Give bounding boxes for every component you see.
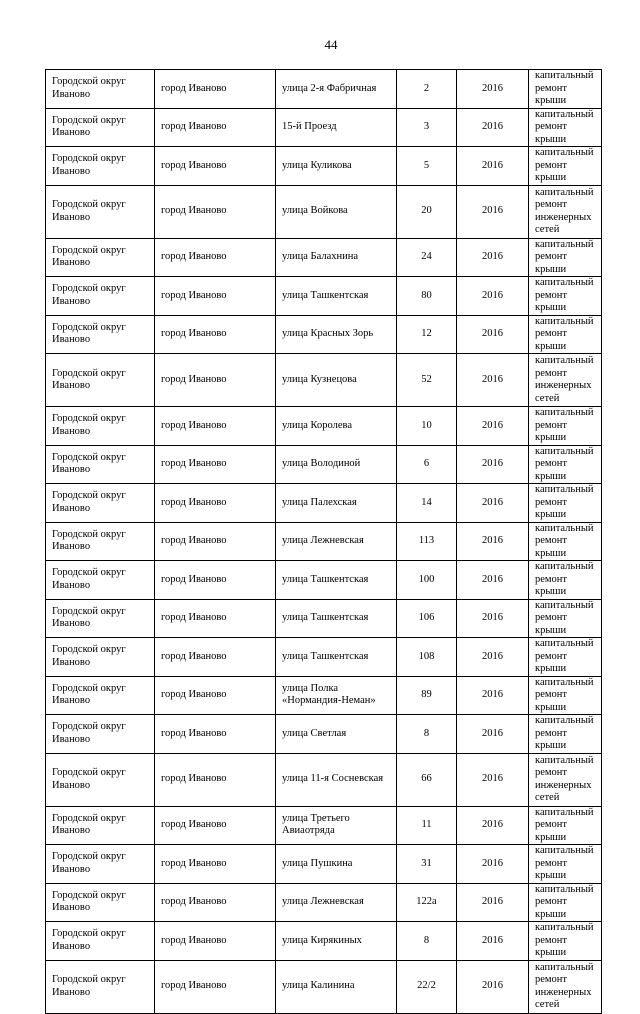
table-row xyxy=(46,238,602,277)
district-cell: Городской округ Иваново xyxy=(46,599,155,638)
district-cell: Городской округ Иваново xyxy=(46,715,155,754)
district-cell: Городской округ Иваново xyxy=(46,185,155,238)
work-type-cell: капитальный ремонт крыши xyxy=(529,70,602,109)
year-cell: 2016 xyxy=(457,676,529,715)
year-cell: 2016 xyxy=(457,238,529,277)
house-number-cell: 22/2 xyxy=(397,960,457,1013)
year-cell: 2016 xyxy=(457,522,529,561)
street-cell: улица 2-я Фабричная xyxy=(276,70,397,109)
year-cell: 2016 xyxy=(457,147,529,186)
house-number-cell: 31 xyxy=(397,845,457,884)
work-type-cell: капитальный ремонт крыши xyxy=(529,599,602,638)
district-cell: Городской округ Иваново xyxy=(46,753,155,806)
district-cell: Городской округ Иваново xyxy=(46,354,155,407)
city-cell: город Иваново xyxy=(155,883,276,922)
work-type-cell: капитальный ремонт крыши xyxy=(529,238,602,277)
year-cell: 2016 xyxy=(457,561,529,600)
house-number-cell: 10 xyxy=(397,407,457,446)
street-cell: улица Балахнина xyxy=(276,238,397,277)
work-type-cell: капитальный ремонт крыши xyxy=(529,561,602,600)
work-type-cell: капитальный ремонт инженерных сетей xyxy=(529,960,602,1013)
work-type-cell: капитальный ремонт крыши xyxy=(529,484,602,523)
table-row xyxy=(46,484,602,523)
work-type-cell: капитальный ремонт крыши xyxy=(529,715,602,754)
city-cell: город Иваново xyxy=(155,599,276,638)
street-cell: улица Красных Зорь xyxy=(276,315,397,354)
street-cell: улица Палехская xyxy=(276,484,397,523)
district-cell: Городской округ Иваново xyxy=(46,806,155,845)
year-cell: 2016 xyxy=(457,883,529,922)
table-row xyxy=(46,407,602,446)
street-cell: улица Ташкентская xyxy=(276,277,397,316)
house-number-cell: 113 xyxy=(397,522,457,561)
district-cell: Городской округ Иваново xyxy=(46,407,155,446)
year-cell: 2016 xyxy=(457,407,529,446)
street-cell: улица Ташкентская xyxy=(276,561,397,600)
district-cell: Городской округ Иваново xyxy=(46,445,155,484)
street-cell: улица Куликова xyxy=(276,147,397,186)
work-type-cell: капитальный ремонт крыши xyxy=(529,108,602,147)
table-row xyxy=(46,108,602,147)
table-row xyxy=(46,522,602,561)
house-number-cell: 122а xyxy=(397,883,457,922)
work-type-cell: капитальный ремонт крыши xyxy=(529,638,602,677)
city-cell: город Иваново xyxy=(155,238,276,277)
district-cell: Городской округ Иваново xyxy=(46,484,155,523)
house-number-cell: 100 xyxy=(397,561,457,600)
table-row xyxy=(46,638,602,677)
city-cell: город Иваново xyxy=(155,715,276,754)
table-row xyxy=(46,845,602,884)
house-number-cell: 2 xyxy=(397,70,457,109)
house-number-cell: 5 xyxy=(397,147,457,186)
work-type-cell: капитальный ремонт крыши xyxy=(529,845,602,884)
district-cell: Городской округ Иваново xyxy=(46,315,155,354)
street-cell: улица Королева xyxy=(276,407,397,446)
year-cell: 2016 xyxy=(457,845,529,884)
year-cell: 2016 xyxy=(457,70,529,109)
house-number-cell: 24 xyxy=(397,238,457,277)
house-number-cell: 6 xyxy=(397,445,457,484)
street-cell: улица 11-я Сосневская xyxy=(276,753,397,806)
year-cell: 2016 xyxy=(457,484,529,523)
work-type-cell: капитальный ремонт крыши xyxy=(529,922,602,961)
district-cell: Городской округ Иваново xyxy=(46,147,155,186)
district-cell: Городской округ Иваново xyxy=(46,561,155,600)
city-cell: город Иваново xyxy=(155,277,276,316)
street-cell: улица Лежневская xyxy=(276,522,397,561)
year-cell: 2016 xyxy=(457,277,529,316)
street-cell: улица Третьего Авиаотряда xyxy=(276,806,397,845)
district-cell: Городской округ Иваново xyxy=(46,70,155,109)
city-cell: город Иваново xyxy=(155,922,276,961)
city-cell: город Иваново xyxy=(155,70,276,109)
year-cell: 2016 xyxy=(457,922,529,961)
work-type-cell: капитальный ремонт крыши xyxy=(529,445,602,484)
city-cell: город Иваново xyxy=(155,845,276,884)
table-row xyxy=(46,960,602,1013)
district-cell: Городской округ Иваново xyxy=(46,922,155,961)
table-row xyxy=(46,676,602,715)
house-number-cell: 8 xyxy=(397,715,457,754)
house-number-cell: 14 xyxy=(397,484,457,523)
city-cell: город Иваново xyxy=(155,806,276,845)
city-cell: город Иваново xyxy=(155,185,276,238)
street-cell: улица Володиной xyxy=(276,445,397,484)
street-cell: улица Войкова xyxy=(276,185,397,238)
city-cell: город Иваново xyxy=(155,407,276,446)
district-cell: Городской округ Иваново xyxy=(46,108,155,147)
street-cell: улица Кузнецова xyxy=(276,354,397,407)
work-type-cell: капитальный ремонт инженерных сетей xyxy=(529,354,602,407)
city-cell: город Иваново xyxy=(155,960,276,1013)
year-cell: 2016 xyxy=(457,185,529,238)
table-row xyxy=(46,70,602,109)
district-cell: Городской округ Иваново xyxy=(46,845,155,884)
city-cell: город Иваново xyxy=(155,315,276,354)
work-type-cell: капитальный ремонт крыши xyxy=(529,407,602,446)
city-cell: город Иваново xyxy=(155,484,276,523)
street-cell: улица Светлая xyxy=(276,715,397,754)
table-row xyxy=(46,147,602,186)
city-cell: город Иваново xyxy=(155,522,276,561)
house-number-cell: 3 xyxy=(397,108,457,147)
table-row xyxy=(46,445,602,484)
work-type-cell: капитальный ремонт крыши xyxy=(529,522,602,561)
work-type-cell: капитальный ремонт крыши xyxy=(529,676,602,715)
work-type-cell: капитальный ремонт крыши xyxy=(529,883,602,922)
table-row xyxy=(46,806,602,845)
house-number-cell: 52 xyxy=(397,354,457,407)
district-cell: Городской округ Иваново xyxy=(46,522,155,561)
city-cell: город Иваново xyxy=(155,445,276,484)
house-number-cell: 12 xyxy=(397,315,457,354)
street-cell: улица Пушкина xyxy=(276,845,397,884)
city-cell: город Иваново xyxy=(155,638,276,677)
work-type-cell: капитальный ремонт крыши xyxy=(529,277,602,316)
city-cell: город Иваново xyxy=(155,108,276,147)
year-cell: 2016 xyxy=(457,960,529,1013)
page-number: 44 xyxy=(324,37,338,52)
table-row xyxy=(46,277,602,316)
year-cell: 2016 xyxy=(457,445,529,484)
table-row xyxy=(46,561,602,600)
work-type-cell: капитальный ремонт крыши xyxy=(529,315,602,354)
table-body xyxy=(46,70,602,1014)
work-type-cell: капитальный ремонт крыши xyxy=(529,806,602,845)
street-cell: улица Калинина xyxy=(276,960,397,1013)
table-row xyxy=(46,599,602,638)
district-cell: Городской округ Иваново xyxy=(46,883,155,922)
year-cell: 2016 xyxy=(457,715,529,754)
table-row xyxy=(46,315,602,354)
city-cell: город Иваново xyxy=(155,354,276,407)
house-number-cell: 66 xyxy=(397,753,457,806)
year-cell: 2016 xyxy=(457,315,529,354)
city-cell: город Иваново xyxy=(155,147,276,186)
street-cell: улица Полка «Нормандия-Неман» xyxy=(276,676,397,715)
district-cell: Городской округ Иваново xyxy=(46,277,155,316)
work-type-cell: капитальный ремонт инженерных сетей xyxy=(529,185,602,238)
work-type-cell: капитальный ремонт крыши xyxy=(529,147,602,186)
house-number-cell: 8 xyxy=(397,922,457,961)
street-cell: улица Ташкентская xyxy=(276,638,397,677)
district-cell: Городской округ Иваново xyxy=(46,960,155,1013)
district-cell: Городской округ Иваново xyxy=(46,638,155,677)
house-number-cell: 89 xyxy=(397,676,457,715)
table-row xyxy=(46,715,602,754)
year-cell: 2016 xyxy=(457,108,529,147)
city-cell: город Иваново xyxy=(155,753,276,806)
repair-schedule-table xyxy=(45,69,602,1014)
year-cell: 2016 xyxy=(457,753,529,806)
street-cell: улица Ташкентская xyxy=(276,599,397,638)
table-row xyxy=(46,753,602,806)
street-cell: улица Лежневская xyxy=(276,883,397,922)
year-cell: 2016 xyxy=(457,806,529,845)
district-cell: Городской округ Иваново xyxy=(46,676,155,715)
house-number-cell: 108 xyxy=(397,638,457,677)
district-cell: Городской округ Иваново xyxy=(46,238,155,277)
table-row xyxy=(46,354,602,407)
house-number-cell: 106 xyxy=(397,599,457,638)
table-row xyxy=(46,883,602,922)
street-cell: 15-й Проезд xyxy=(276,108,397,147)
work-type-cell: капитальный ремонт инженерных сетей xyxy=(529,753,602,806)
year-cell: 2016 xyxy=(457,599,529,638)
house-number-cell: 20 xyxy=(397,185,457,238)
city-cell: город Иваново xyxy=(155,561,276,600)
street-cell: улица Кирякиных xyxy=(276,922,397,961)
year-cell: 2016 xyxy=(457,354,529,407)
table-row xyxy=(46,185,602,238)
year-cell: 2016 xyxy=(457,638,529,677)
house-number-cell: 80 xyxy=(397,277,457,316)
table-row xyxy=(46,922,602,961)
house-number-cell: 11 xyxy=(397,806,457,845)
city-cell: город Иваново xyxy=(155,676,276,715)
